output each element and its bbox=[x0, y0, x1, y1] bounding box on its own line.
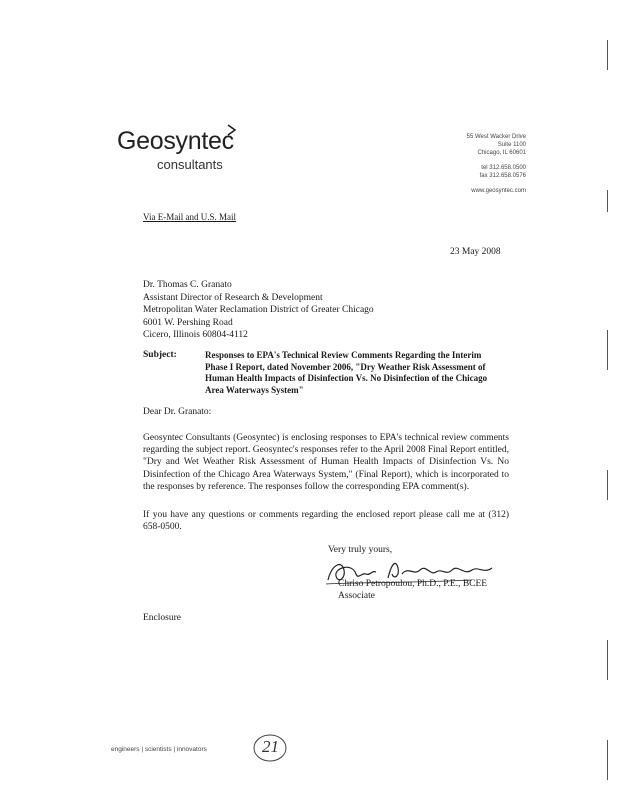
recipient-line: Dr. Thomas C. Granato bbox=[143, 280, 232, 290]
body-paragraph: Geosyntec Consultants (Geosyntec) is enclosing responses to EPA's technical review comments regarding the subject report. Geosyntec's responses refer to the April 2008 Final Report entitled, "Dry and Wet Weather Risk Assessment of Human Health Impacts of Disinfection Vs. No Disinfection of the Chicago Area Waterways System," (Final Report), which is incorporated to the responses by reference. The responses follow the corresponding EPA comment(s). bbox=[143, 433, 509, 492]
subject-label: Subject: bbox=[143, 350, 177, 360]
phone-line: tel 312.658.0500 bbox=[481, 165, 526, 171]
letter-date: 23 May 2008 bbox=[450, 247, 501, 257]
scan-margin-line bbox=[607, 40, 608, 70]
enclosure-note: Enclosure bbox=[143, 613, 181, 623]
delivery-method: Via E-Mail and U.S. Mail bbox=[143, 212, 236, 222]
scan-margin-line bbox=[607, 330, 608, 370]
subject-text: Responses to EPA's Technical Review Comments Regarding the Interim Phase I Report, dated November 2006, "Dry Weather Risk Assessment of Human Health Impacts of Disinfection Vs. No Disinfection of the Chicago Area Waterways System" bbox=[205, 350, 488, 395]
closing: Very truly yours, bbox=[328, 545, 393, 555]
salutation: Dear Dr. Granato: bbox=[143, 407, 212, 417]
recipient-line: 6001 W. Pershing Road bbox=[143, 317, 233, 328]
company-logo-mark-icon bbox=[225, 124, 237, 136]
fax-line: fax 312.658.0576 bbox=[479, 173, 526, 179]
recipient-line: Metropolitan Water Reclamation District of Greater Chicago bbox=[143, 305, 374, 315]
recipient-block bbox=[143, 279, 374, 342]
recipient-line: Cicero, Illinois 60804-4112 bbox=[143, 330, 248, 340]
company-logo-text: Geosyntec bbox=[117, 127, 234, 155]
address-line: 55 West Wacker Drive bbox=[466, 134, 526, 140]
signer-title: Associate bbox=[338, 591, 375, 601]
signer-name: Chriso Petropoulou, Ph.D., P.E., BCEE bbox=[338, 579, 488, 589]
scan-margin-line bbox=[607, 640, 608, 680]
page-number: 21 bbox=[262, 737, 279, 756]
body-paragraph: If you have any questions or comments regarding the enclosed report please call me at (312) 658-0500. bbox=[143, 510, 509, 533]
website: www.geosyntec.com bbox=[471, 188, 526, 194]
recipient-line: Assistant Director of Research & Development bbox=[143, 292, 323, 303]
address-line: Suite 1100 bbox=[497, 142, 526, 148]
footer-tagline: engineers | scientists | innovators bbox=[111, 746, 207, 753]
scan-margin-line bbox=[607, 190, 608, 212]
scan-margin-line bbox=[607, 470, 608, 500]
signer-block bbox=[338, 578, 487, 602]
letterhead-address bbox=[467, 133, 526, 195]
scan-margin-line bbox=[607, 740, 608, 780]
company-subtitle: consultants bbox=[157, 157, 223, 172]
address-line: Chicago, IL 60601 bbox=[477, 150, 526, 156]
